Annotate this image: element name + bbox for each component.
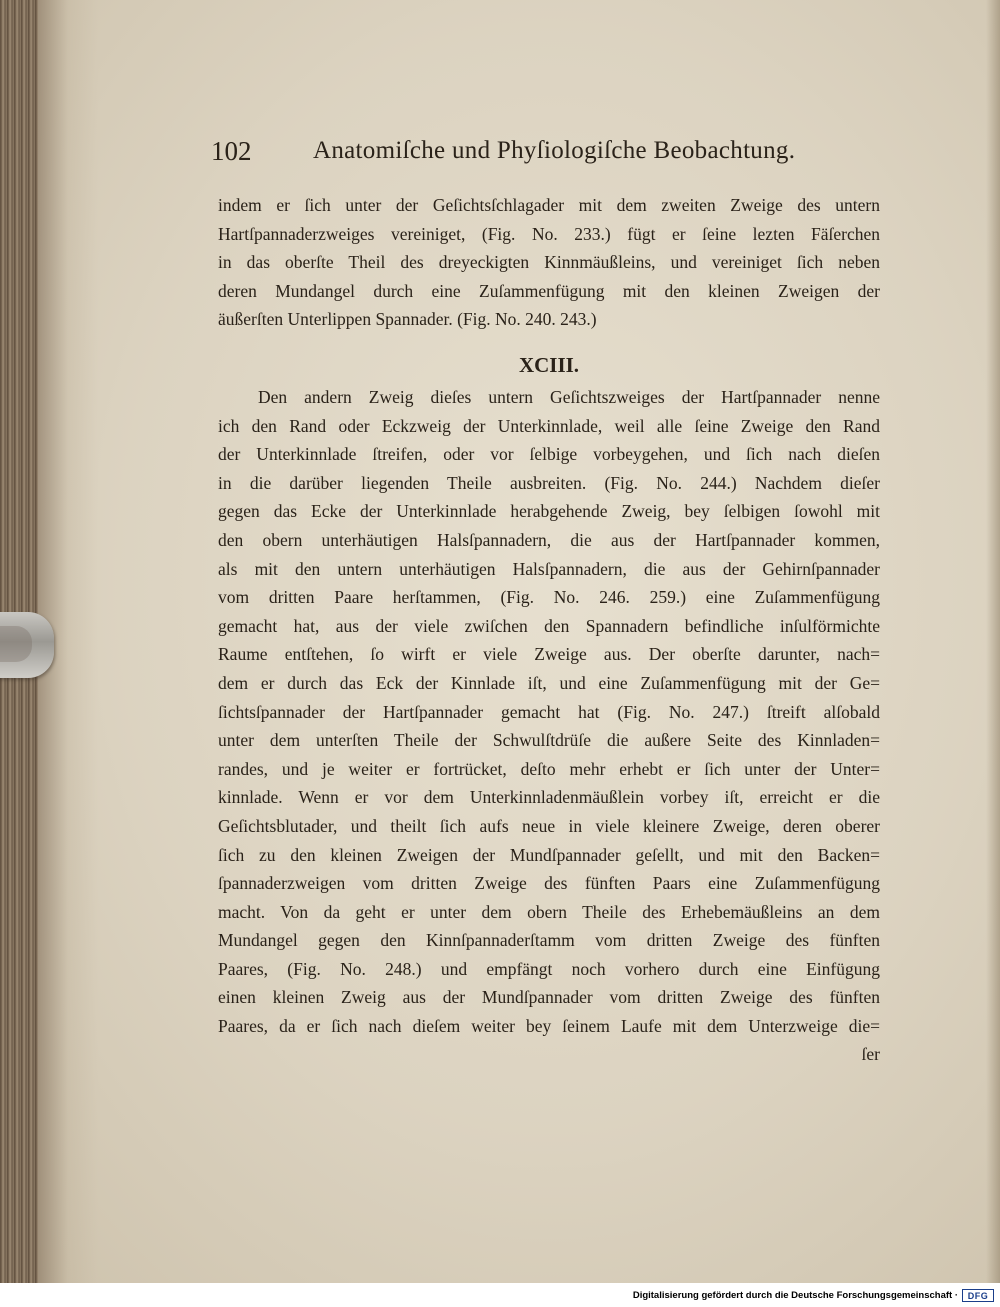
text-line: ſichtsſpannader der Hartſpannader gemacht hat (Fig. No. 247.) ſtreift alſobald (218, 701, 880, 722)
text-line: einen kleinen Zweig aus der Mundſpannader vom dritten Zweige des fünften (218, 987, 880, 1008)
text-line: kinnlade. Wenn er vor dem Unterkinnladenmäußlein vorbey iſt, erreicht er die (218, 787, 880, 808)
paragraph-continued (218, 191, 880, 334)
text-line: Paares, da er ſich nach dieſem weiter bey ſeinem Laufe mit dem Unterzweige die= (218, 1016, 880, 1037)
text-line: vom dritten Paare herſtammen, (Fig. No. 246. 259.) eine Zuſammenfügung (218, 587, 880, 608)
text-line: deren Mundangel durch eine Zuſammenfügung mit den kleinen Zweigen der (218, 280, 880, 301)
text-line: Den andern Zweig dieſes untern Geſichtszweiges der Hartſpannader nenne (258, 387, 880, 407)
text-line: dem er durch das Eck der Kinnlade iſt, und eine Zuſammenfügung mit der Ge= (218, 672, 880, 693)
text-line: macht. Von da geht er unter dem obern Theile des Erhebemäußleins an dem (218, 901, 880, 922)
text-line: Paares, (Fig. No. 248.) und empfängt noch vorhero durch eine Einfügung (218, 958, 880, 979)
text-line: ſpannaderzweigen vom dritten Zweige des fünften Paars eine Zuſammenfügung (218, 873, 880, 894)
text-line: gegen das Ecke der Unterkinnlade herabgehende Zweig, bey ſelbigen ſowohl mit (218, 501, 880, 522)
text-line: ſich zu den kleinen Zweigen der Mundſpannader geſellt, und mit den Backen= (218, 844, 880, 865)
running-title: Anatomiſche und Phyſiologiſche Beobachtung. (313, 137, 796, 164)
text-line: gemacht hat, aus der viele zwiſchen den Spannadern befindliche inſulförmichte (218, 615, 880, 636)
footer-bar (0, 1283, 1000, 1307)
text-line: Hartſpannaderzweiges vereiniget, (Fig. No. 233.) fügt er ſeine lezten Fäſerchen (218, 223, 880, 244)
text-line: den obern unterhäutigen Halsſpannadern, die aus der Hartſpannader kommen, (218, 529, 880, 550)
text-line: äußerſten Unterlippen Spannader. (Fig. No. 240. 243.) (218, 309, 597, 330)
page-number: 102 (211, 136, 252, 166)
text-line: der Unterkinnlade ſtreifen, oder vor ſelbige vorbeygehen, und ſich nach dieſen (218, 444, 880, 465)
text-line: ich den Rand oder Eckzweig der Unterkinnlade, weil alle ſeine Zweige den Rand (218, 415, 880, 436)
text-line: in die darüber liegenden Theile ausbreiten. (Fig. No. 244.) Nachdem dieſer (218, 472, 880, 493)
text-line: in das oberſte Theil des dreyeckigten Kinnmäußleins, und vereiniget ſich neben (218, 252, 880, 273)
section-heading: XCIII. (518, 353, 580, 377)
funding-notice: Digitalisierung gefördert durch die Deutsche Forschungsgemeinschaft · (632, 1290, 958, 1301)
text-line: indem er ſich unter der Geſichtsſchlagader mit dem zweiten Zweige des untern (218, 195, 880, 215)
right-page-edge (986, 0, 1000, 1283)
text-line: als mit den untern unterhäutigen Halsſpannadern, die aus der Gehirnſpannader (218, 558, 880, 579)
section-paragraph (218, 383, 880, 1041)
page-clip-loop (0, 626, 32, 662)
text-line: Raume entſtehen, ſo wirft er viele Zweige aus. Der oberſte darunter, nach= (218, 644, 880, 665)
text-line: unter dem unterſten Theile der Schwulſtdrüſe die außere Seite des Kinnladen= (218, 730, 880, 751)
text-line: Mundangel gegen den Kinnſpannaderſtamm vom dritten Zweige des fünften (218, 930, 880, 951)
catchword: ſer (861, 1044, 880, 1064)
dfg-logo-icon: DFG (962, 1289, 994, 1302)
text-line: randes, und je weiter er fortrücket, deſto mehr erhebt er ſich unter der Unter= (218, 758, 880, 779)
text-line: Geſichtsblutader, und theilt ſich aufs neue in viele kleinere Zweige, deren oberer (218, 815, 880, 836)
page-clip-icon (0, 612, 54, 678)
